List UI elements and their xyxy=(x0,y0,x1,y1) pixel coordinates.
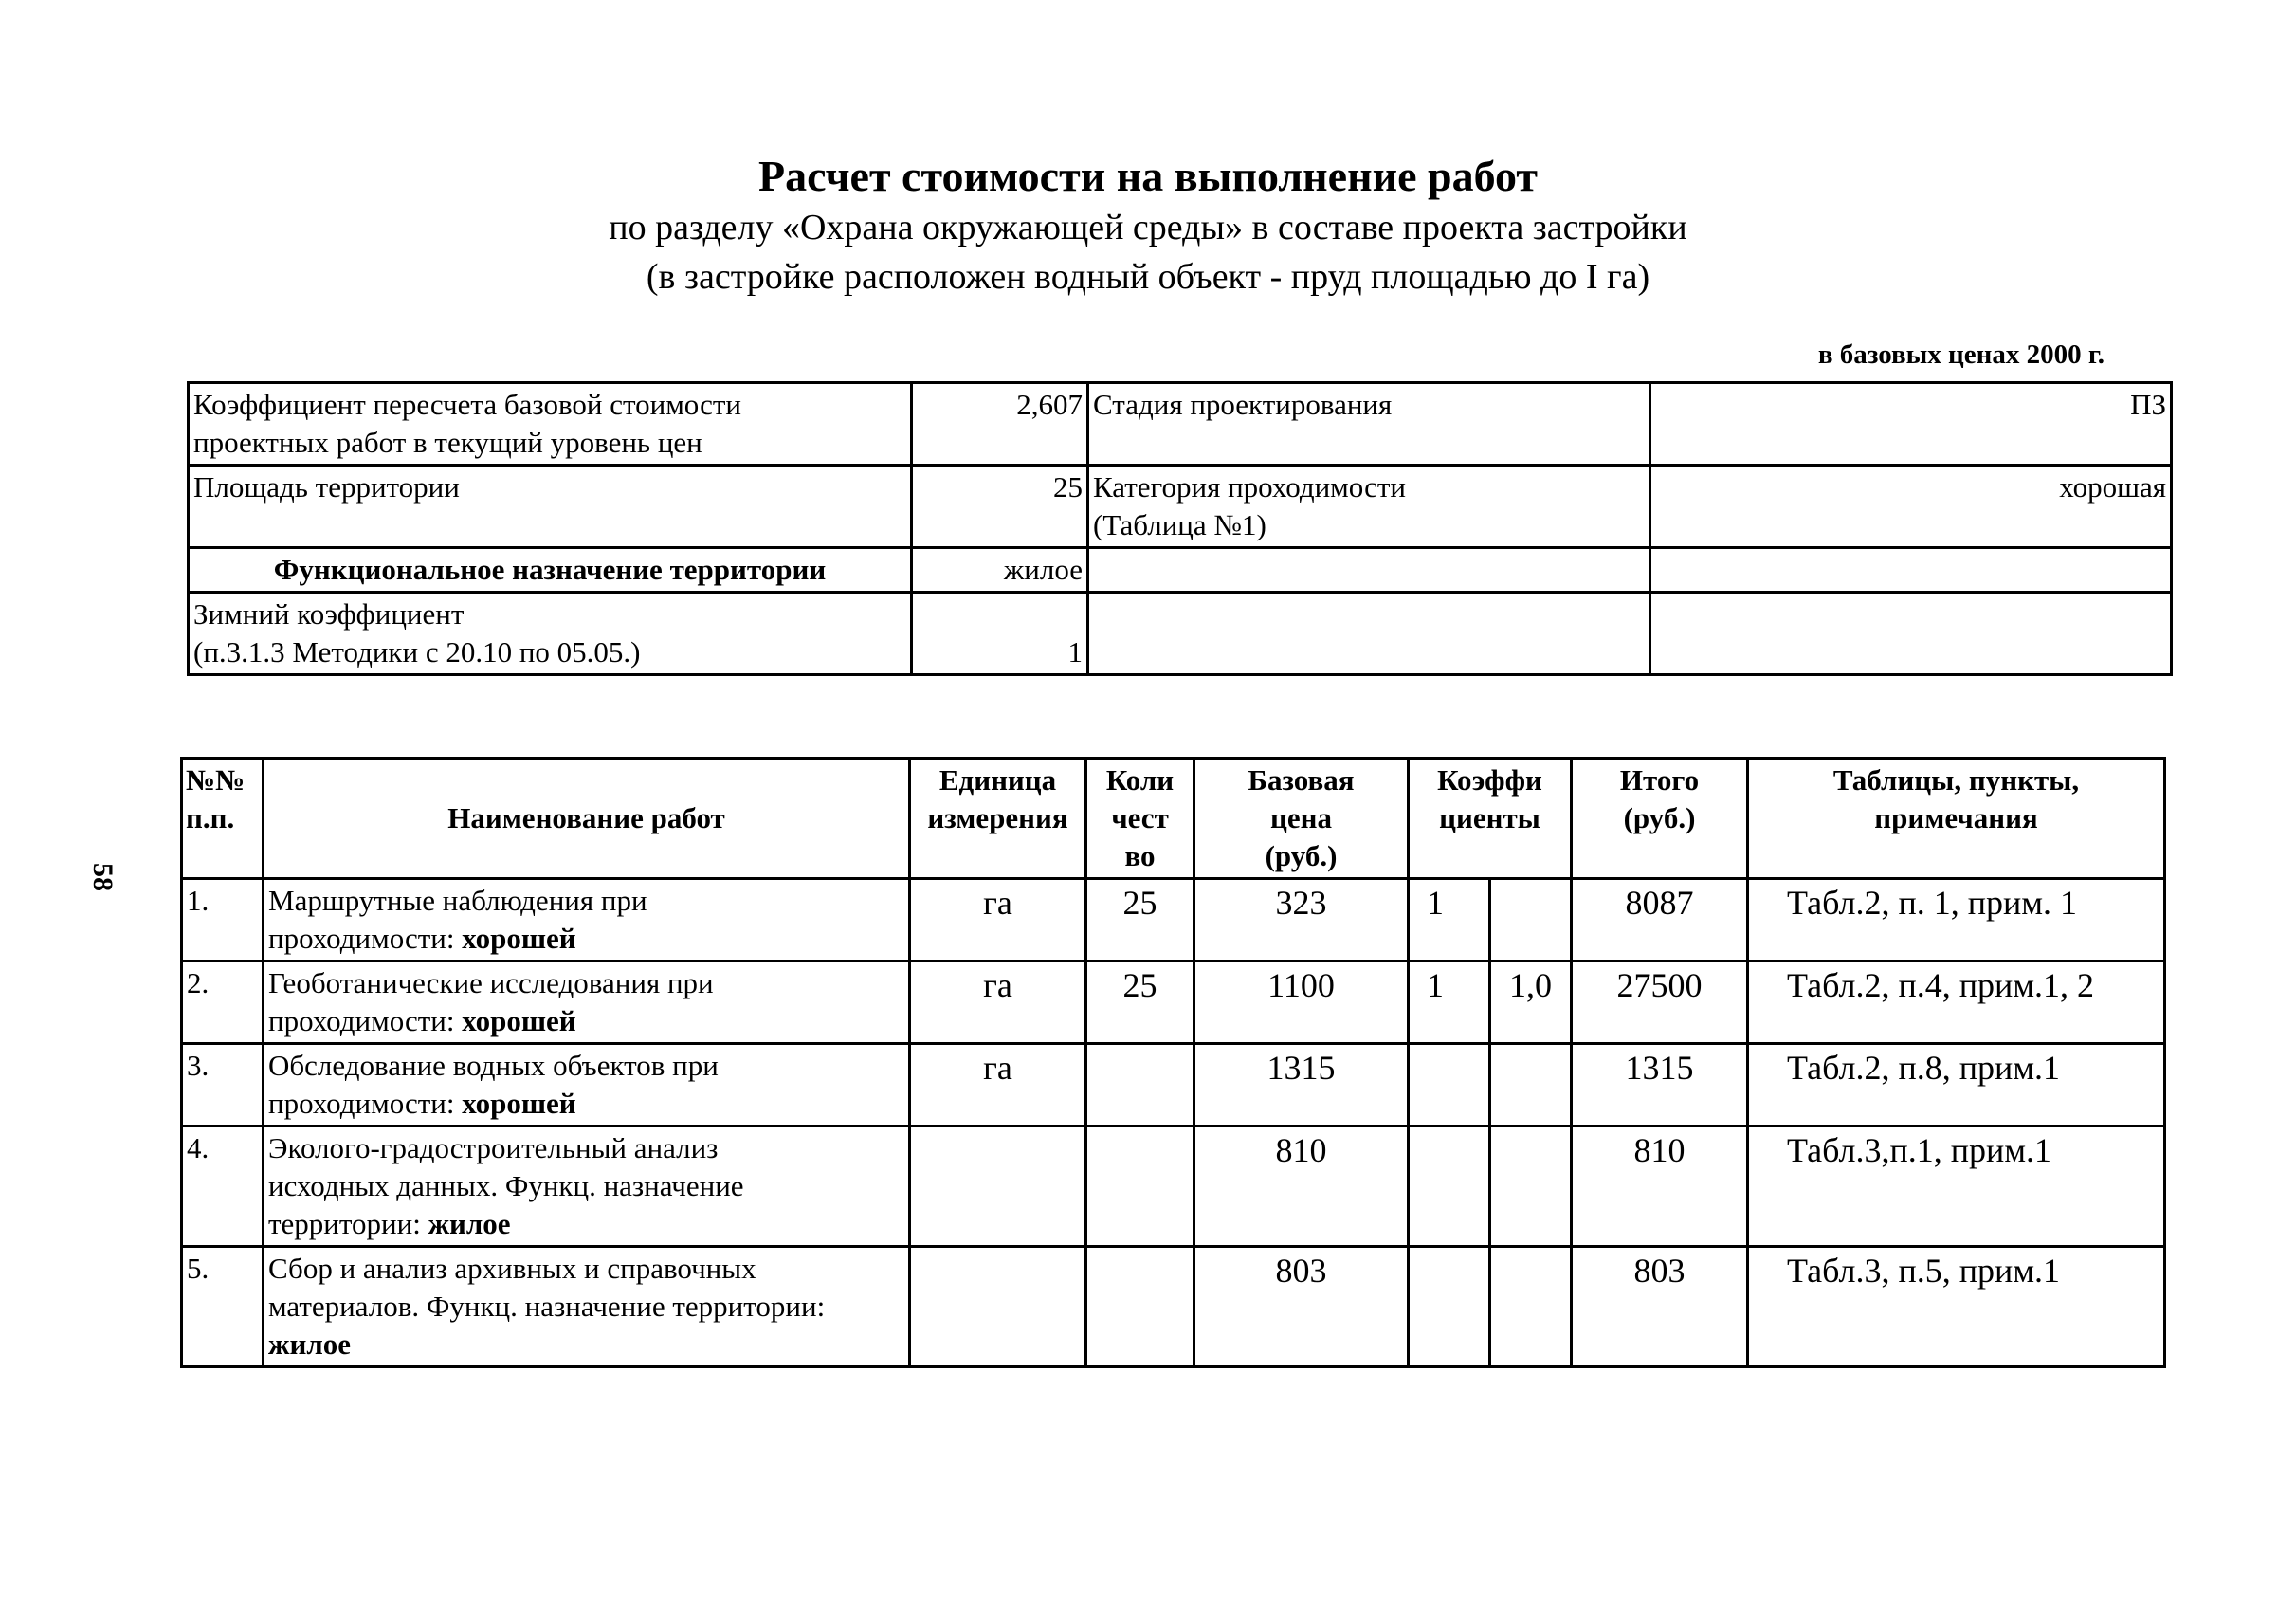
row-number: 3. xyxy=(182,1044,264,1127)
coef-b-cell xyxy=(1490,879,1572,962)
col-unit-header: Единица измерения xyxy=(910,759,1086,879)
row-number: 5. xyxy=(182,1247,264,1367)
empty-cell xyxy=(1650,548,2172,593)
total-cell: 810 xyxy=(1572,1127,1748,1247)
ref-cell: Табл.3,п.1, прим.1 xyxy=(1748,1127,2165,1247)
winter-value: 1 xyxy=(912,593,1088,675)
row-number: 2. xyxy=(182,962,264,1044)
qty-cell xyxy=(1086,1247,1194,1367)
coef-a-cell: 1 xyxy=(1409,962,1490,1044)
unit-cell: га xyxy=(910,962,1086,1044)
param-row-function xyxy=(189,548,2172,593)
param-row-area xyxy=(189,466,2172,548)
works-table xyxy=(180,757,2166,1368)
recalc-label: Коэффициент пересчета базовой стоимости проектных работ в текущий уровень цен xyxy=(189,383,912,466)
price-cell: 1315 xyxy=(1194,1044,1409,1127)
ref-cell: Табл.2, п. 1, прим. 1 xyxy=(1748,879,2165,962)
coef-b-cell: 1,0 xyxy=(1490,962,1572,1044)
stage-label: Стадия проектирования xyxy=(1088,383,1650,466)
empty-cell xyxy=(1650,593,2172,675)
area-value: 25 xyxy=(912,466,1088,548)
stage-value: ПЗ xyxy=(1650,383,2172,466)
work-name: Сбор и анализ архивных и справочных материалов. Функц. назначение территории: жилое xyxy=(264,1247,910,1367)
price-cell: 1100 xyxy=(1194,962,1409,1044)
total-cell: 8087 xyxy=(1572,879,1748,962)
coef-b-cell xyxy=(1490,1127,1572,1247)
passability-label: Категория проходимости (Таблица №1) xyxy=(1088,466,1650,548)
price-cell: 810 xyxy=(1194,1127,1409,1247)
title-block xyxy=(0,150,2296,302)
empty-cell xyxy=(1088,593,1650,675)
unit-cell xyxy=(910,1247,1086,1367)
qty-cell: 25 xyxy=(1086,962,1194,1044)
unit-cell: га xyxy=(910,879,1086,962)
area-label: Площадь территории xyxy=(189,466,912,548)
work-name: Геоботанические исследования при проходимости: хорошей xyxy=(264,962,910,1044)
table-row xyxy=(182,879,2165,962)
page-title: Расчет стоимости на выполнение работ xyxy=(758,152,1538,200)
coef-a-cell xyxy=(1409,1127,1490,1247)
price-cell: 323 xyxy=(1194,879,1409,962)
col-coef-header: Коэффи циенты xyxy=(1409,759,1572,879)
coef-b-cell xyxy=(1490,1247,1572,1367)
col-notes-header: Таблицы, пункты, примечания xyxy=(1748,759,2165,879)
col-number-header: №№ п.п. xyxy=(182,759,264,879)
function-value: жилое xyxy=(912,548,1088,593)
col-total-header: Итого (руб.) xyxy=(1572,759,1748,879)
winter-label: Зимний коэффициент (п.3.1.3 Методики с 20.10 по 05.05.) xyxy=(189,593,912,675)
col-name-header: Наименование работ xyxy=(264,759,910,879)
coef-b-cell xyxy=(1490,1044,1572,1127)
param-row-recalc xyxy=(189,383,2172,466)
empty-cell xyxy=(1088,548,1650,593)
ref-cell: Табл.3, п.5, прим.1 xyxy=(1748,1247,2165,1367)
work-name: Эколого-градостроительный анализ исходных данных. Функц. назначение территории: жилое xyxy=(264,1127,910,1247)
coef-a-cell xyxy=(1409,1247,1490,1367)
row-number: 4. xyxy=(182,1127,264,1247)
total-cell: 27500 xyxy=(1572,962,1748,1044)
page-number: 58 xyxy=(87,863,118,891)
qty-cell xyxy=(1086,1044,1194,1127)
parameters-table xyxy=(187,381,2173,676)
total-cell: 1315 xyxy=(1572,1044,1748,1127)
page-subtitle-2: (в застройке расположен водный объект - пруд площадью до I га) xyxy=(646,257,1650,297)
recalc-value: 2,607 xyxy=(912,383,1088,466)
col-qty-header: Коли чест во xyxy=(1086,759,1194,879)
works-header-row xyxy=(182,759,2165,879)
function-label: Функциональное назначение территории xyxy=(189,548,912,593)
table-row xyxy=(182,1044,2165,1127)
work-name: Обследование водных объектов при проходимости: хорошей xyxy=(264,1044,910,1127)
total-cell: 803 xyxy=(1572,1247,1748,1367)
passability-value: хорошая xyxy=(1650,466,2172,548)
table-row xyxy=(182,962,2165,1044)
col-price-header: Базовая цена (руб.) xyxy=(1194,759,1409,879)
qty-cell: 25 xyxy=(1086,879,1194,962)
coef-a-cell xyxy=(1409,1044,1490,1127)
coef-a-cell: 1 xyxy=(1409,879,1490,962)
price-base-note: в базовых ценах 2000 г. xyxy=(1817,339,2105,370)
work-name: Маршрутные наблюдения при проходимости: хорошей xyxy=(264,879,910,962)
unit-cell xyxy=(910,1127,1086,1247)
ref-cell: Табл.2, п.4, прим.1, 2 xyxy=(1748,962,2165,1044)
param-row-winter xyxy=(189,593,2172,675)
ref-cell: Табл.2, п.8, прим.1 xyxy=(1748,1044,2165,1127)
price-cell: 803 xyxy=(1194,1247,1409,1367)
table-row xyxy=(182,1247,2165,1367)
page-subtitle-1: по разделу «Охрана окружающей среды» в составе проекта застройки xyxy=(609,208,1687,247)
unit-cell: га xyxy=(910,1044,1086,1127)
qty-cell xyxy=(1086,1127,1194,1247)
table-row xyxy=(182,1127,2165,1247)
row-number: 1. xyxy=(182,879,264,962)
